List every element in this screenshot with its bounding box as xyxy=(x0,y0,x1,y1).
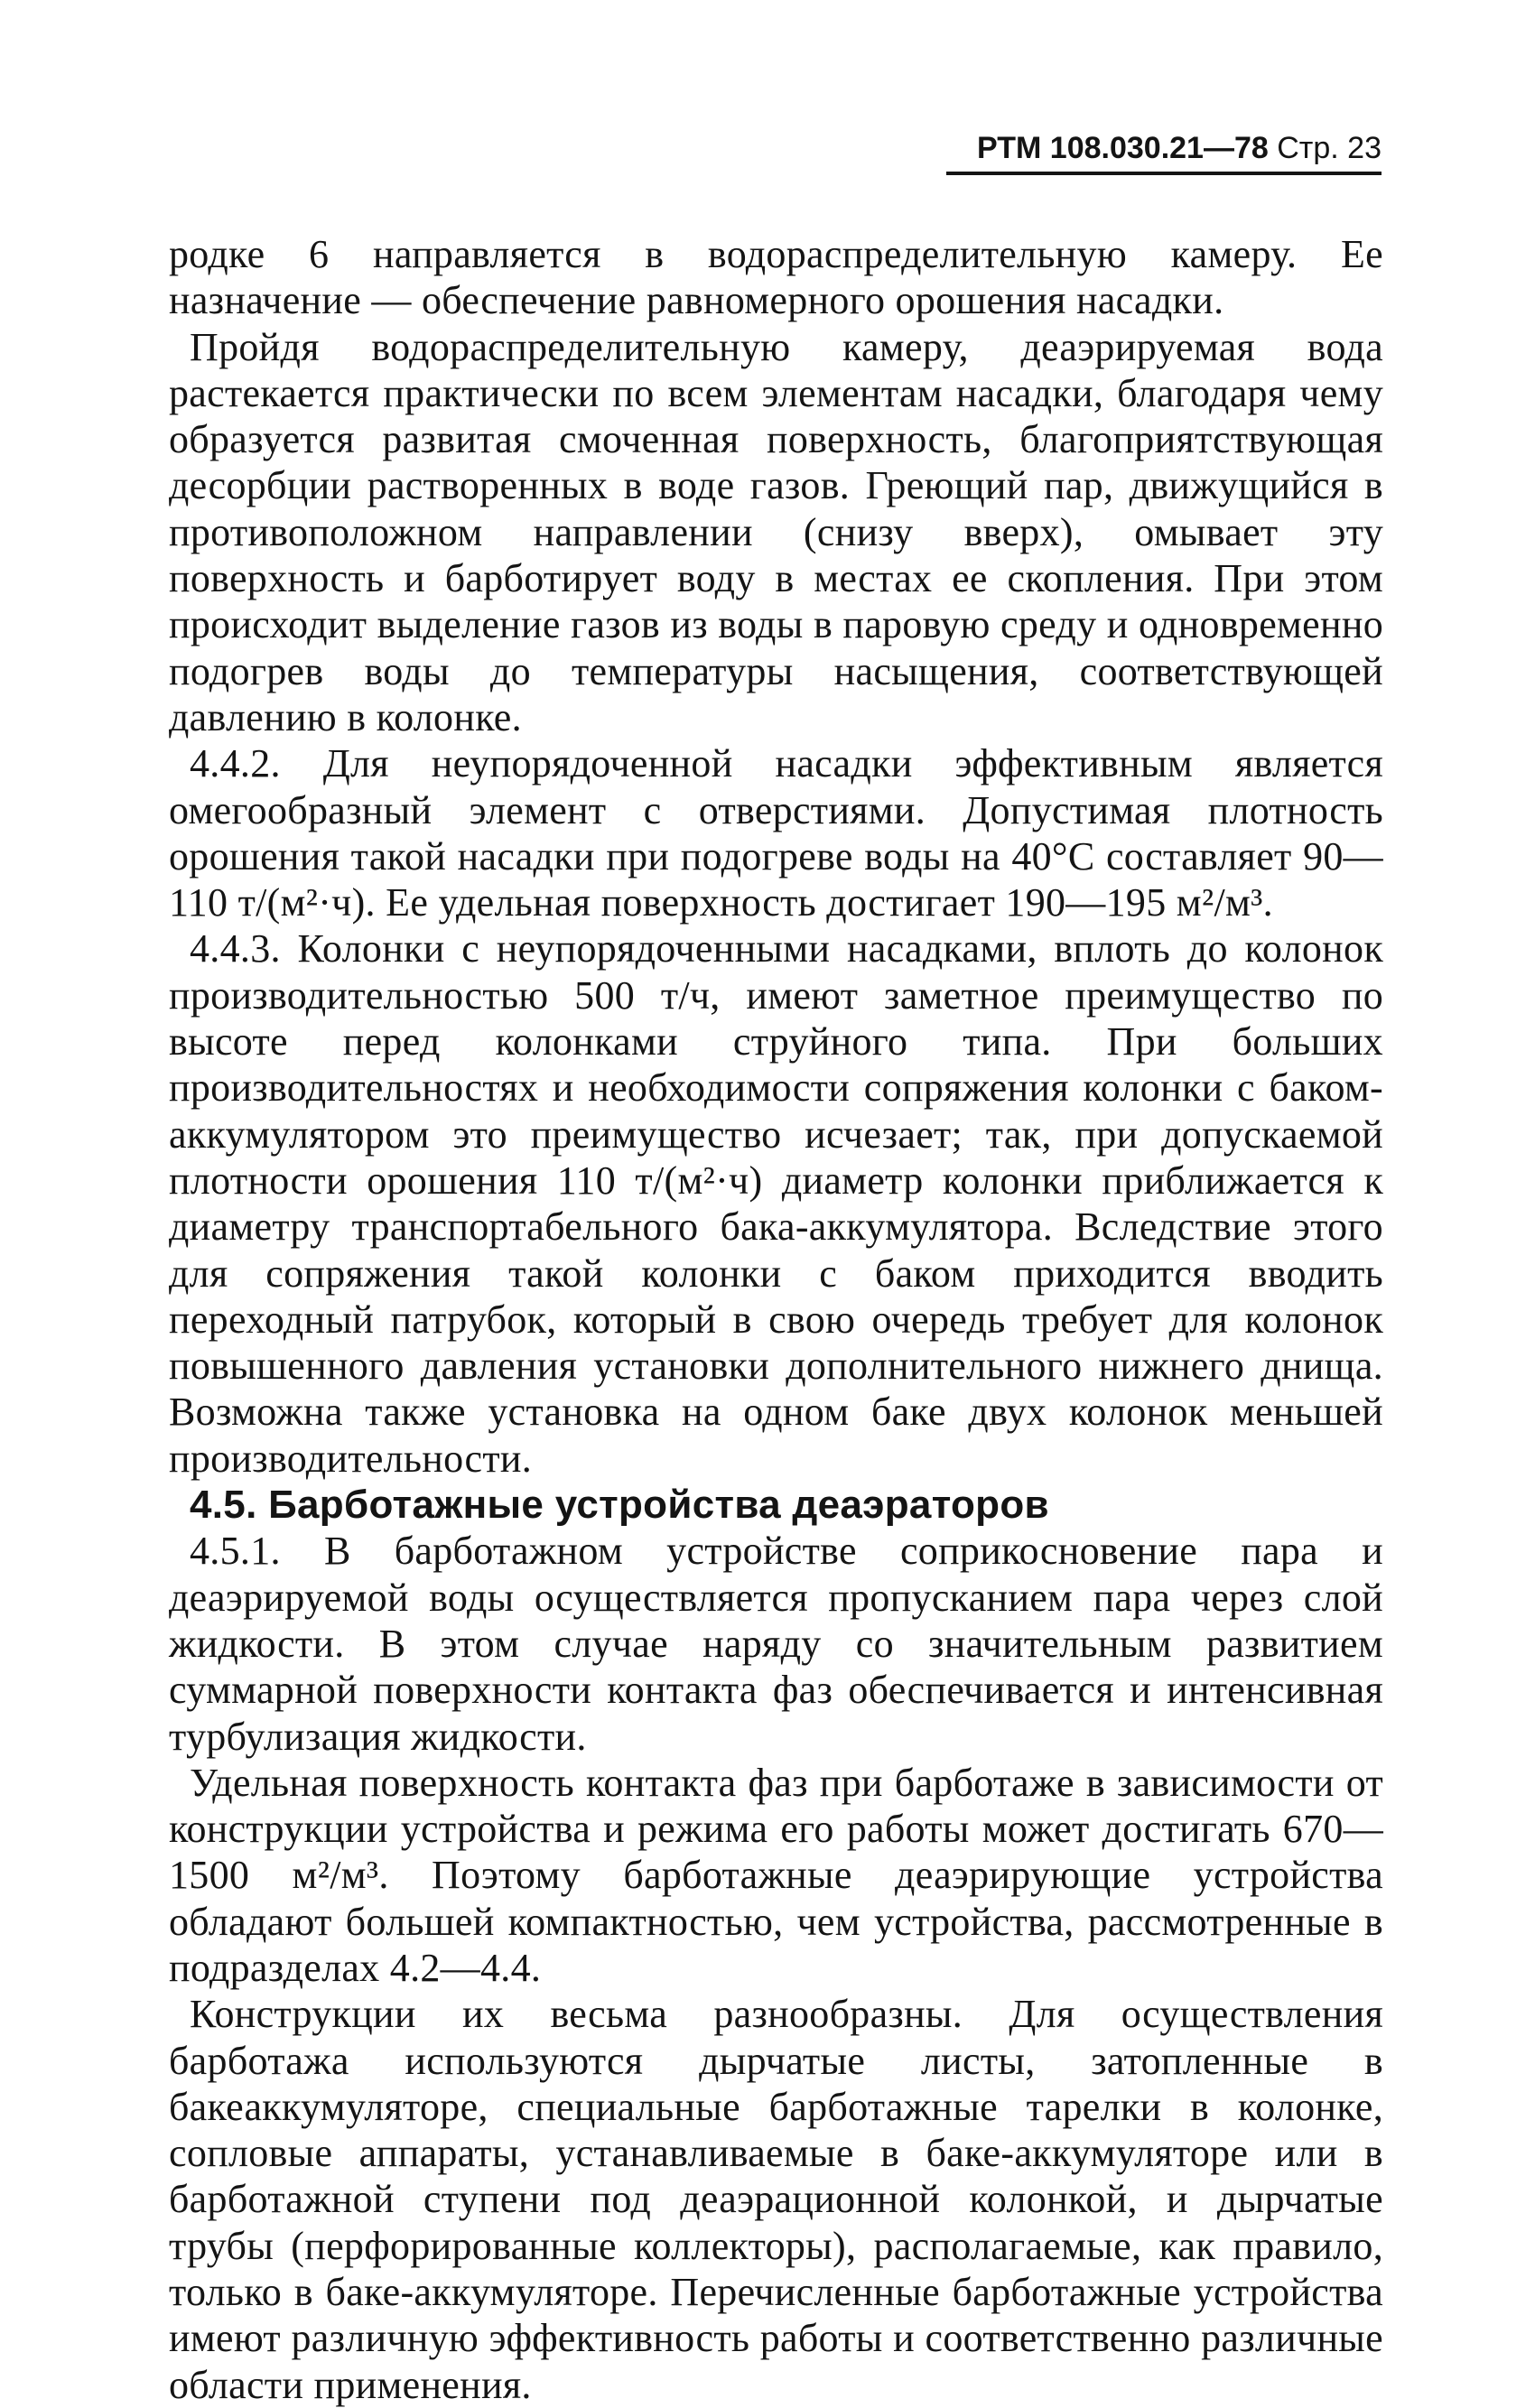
paragraph: Конструкции их весьма разнообразны. Для осуществления барботажа используются дырчатые листы, затопленные в бакеаккумуляторе, специальные барботажные тарелки в колонке, сопловые аппараты, устанавливаемые в баке-аккумуляторе или в барботажной ступени под деаэрационной колонкой, и дырчатые трубы (перфорированные коллекторы), располагаемые, как правило, только в баке-аккумуляторе. Перечисленные барботажные устройства имеют различную эффективность работы и соответственно различные области применения. xyxy=(169,1992,1383,2407)
page-header xyxy=(946,130,1382,175)
paragraph: 4.4.3. Колонки с неупорядоченными насадками, вплоть до колонок производительностью 500 т/ч, имеют заметное преимущество по высоте перед колонками струйного типа. При больших производительностях и необходимости сопряжения колонки с баком-аккумулятором это преимущество исчезает; так, при допускаемой плотности орошения 110 т/(м²·ч) диаметр колонки приближается к диаметру транспортабельного бака-аккумулятора. Вследствие этого для сопряжения такой колонки с баком приходится вводить переходный патрубок, который в свою очередь требует для колонок повышенного давления установки дополнительного нижнего днища. Возможна также установка на одном баке двух колонок меньшей производительности. xyxy=(169,926,1383,1481)
paragraph: родке 6 направляется в водораспределительную камеру. Ее назначение — обеспечение равномерного орошения насадки. xyxy=(169,232,1383,323)
section-heading: 4.5. Барботажные устройства деаэраторов xyxy=(190,1483,1049,1528)
paragraph: Удельная поверхность контакта фаз при барботаже в зависимости от конструкции устройства и режима его работы может достигать 670—1500 м²/м³. Поэтому барботажные деаэрирующие устройства обладают большей компактностью, чем устройства, рассмотренные в подразделах 4.2—4.4. xyxy=(169,1760,1383,1990)
document-code: РТМ 108.030.21—78 xyxy=(977,131,1269,165)
paragraph: 4.5.1. В барботажном устройстве соприкосновение пара и деаэрируемой воды осуществляется пропусканием пара через слой жидкости. В этом случае наряду со значительным развитием суммарной поверхности контакта фаз обеспечивается и интенсивная турбулизация жидкости. xyxy=(169,1529,1383,1759)
paragraph: 4.4.2. Для неупорядоченной насадки эффективным является омегообразный элемент с отверстиями. Допустимая плотность орошения такой насадки при подогреве воды на 40°C составляет 90—110 т/(м²·ч). Ее удельная поверхность достигает 190—195 м²/м³. xyxy=(169,741,1383,925)
document-body xyxy=(169,231,1383,2408)
paragraph: Пройдя водораспределительную камеру, деаэрируемая вода растекается практически по всем элементам насадки, благодаря чему образуется развитая смоченная поверхность, благоприятствующая десорбции растворенных в воде газов. Греющий пар, движущийся в противоположном направлении (снизу вверх), омывает эту поверхность и барботирует воду в местах ее скопления. При этом происходит выделение газов из воды в паровую среду и одновременно подогрев воды до температуры насыщения, соответствующей давлению в колонке. xyxy=(169,324,1383,739)
page-number: Стр. 23 xyxy=(1277,131,1382,165)
